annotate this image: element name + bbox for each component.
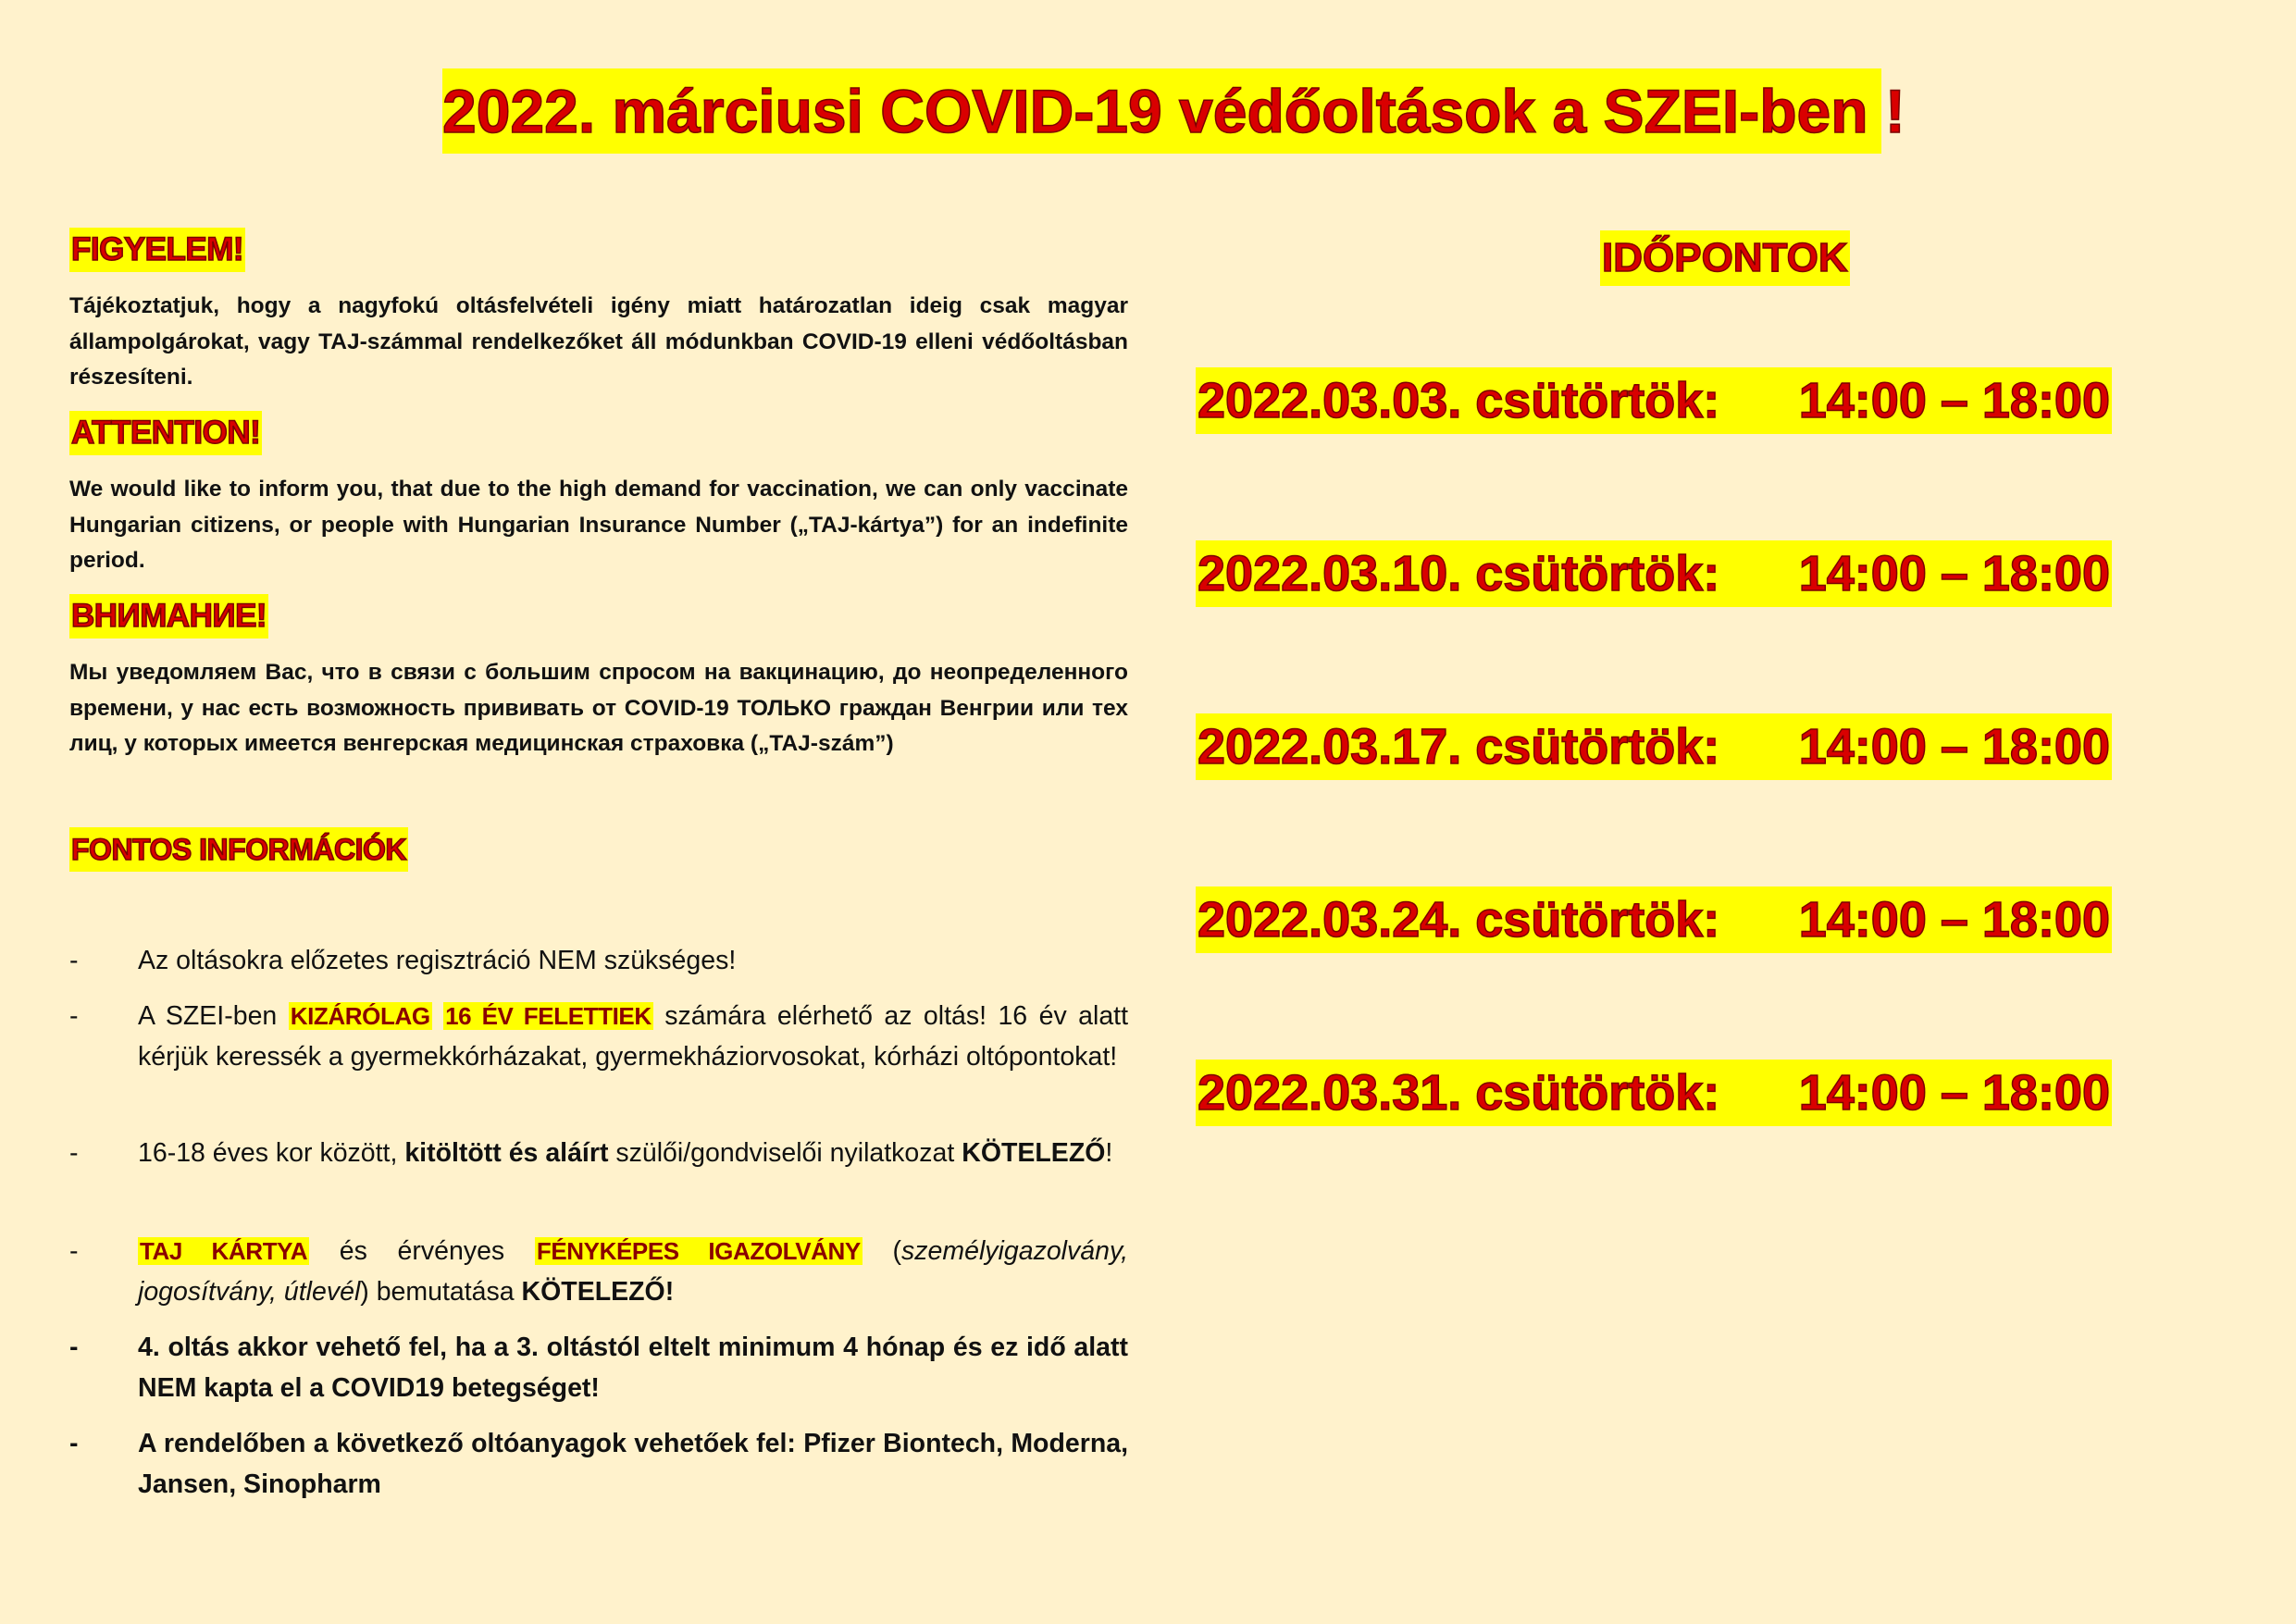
list-item: - 16-18 éves kor között, kitöltött és aláírt szülői/gondviselői nyilatkozat KÖTELEZŐ!: [69, 1133, 1128, 1173]
notice-hu: [69, 228, 1128, 272]
schedule-row: [1196, 886, 2112, 953]
notice-hu-text: Tájékoztatjuk, hogy a nagyfokú oltásfelvételi igény miatt határozatlan ideig csak magyar állampolgárokat, vagy TAJ-számmal rendelkezőket áll módunkban COVID-19 elleni védőoltásban részesíteni.: [69, 293, 1128, 390]
info-heading: FONTOS INFORMÁCIÓK: [69, 827, 408, 872]
schedule-row: [1196, 713, 2112, 780]
schedule-date: 2022.03.24. csütörtök:: [1198, 892, 1720, 948]
schedule-row: [1196, 1060, 2112, 1126]
schedule-row: [1196, 540, 2112, 607]
list-item: - 4. oltás akkor vehető fel, ha a 3. oltástól eltelt minimum 4 hónap és ez idő alatt NEM kapta el a COVID19 betegséget!: [69, 1327, 1128, 1408]
schedule-date: 2022.03.17. csütörtök:: [1198, 719, 1720, 775]
tag-taj-card: TAJ KÁRTYA: [140, 1237, 308, 1265]
list-item: - A rendelőben a következő oltóanyagok vehetőek fel: Pfizer Biontech, Moderna, Jansen, Sinopharm: [69, 1423, 1128, 1505]
tag-photo-id: FÉNYKÉPES IGAZOLVÁNY: [536, 1237, 861, 1265]
notice-en-text: We would like to inform you, that due to the high demand for vaccination, we can only vaccinate Hungarian citizens, or people with Hungarian Insurance Number („TAJ-kártya”) for an indefinite period.: [69, 477, 1128, 573]
notice-ru-heading: ВНИМАНИЕ!: [69, 594, 268, 638]
schedule-time: 14:00 – 18:00: [1798, 546, 2110, 601]
bullet-fourth-dose: 4. oltás akkor vehető fel, ha a 3. oltástól eltelt minimum 4 hónap és ez idő alatt NEM kapta el a COVID19 betegséget!: [138, 1333, 1128, 1403]
schedule-date: 2022.03.03. csütörtök:: [1198, 373, 1720, 428]
bullet-documents: TAJ KÁRTYA és érvényes FÉNYKÉPES IGAZOLVÁNY (személyigazolvány, jogosítvány, útlevél) bemutatása KÖTELEZŐ!: [138, 1236, 1129, 1307]
schedule-row: [1196, 367, 2112, 434]
info-section: [69, 827, 1128, 872]
bullet-age-limit: A SZEI-ben KIZÁRÓLAG 16 ÉV FELETTIEK számára elérhető az oltás! 16 év alatt kérjük keressék a gyermekkórházakat, gyermekháziorvosokat, kórházi oltópontokat!: [138, 1001, 1129, 1072]
notice-ru-text: Мы уведомляем Вас, что в связи с большим спросом на вакцинацию, до неопределенного времени, у нас есть возможность прививать от COVID-19 ТОЛЬКО граждан Венгрии или тех лиц, у которых имеется венгерская медицинская страховка („TAJ-szám”): [69, 660, 1128, 756]
schedule-time: 14:00 – 18:00: [1798, 373, 2110, 428]
tag-over-16: 16 ÉV FELETTIEK: [445, 1002, 652, 1030]
notice-ru: [69, 594, 1128, 638]
notice-en-heading: ATTENTION!: [69, 411, 262, 455]
schedule-date: 2022.03.10. csütörtök:: [1198, 546, 1720, 601]
schedule-time: 14:00 – 18:00: [1798, 1065, 2110, 1121]
bullet-vaccines: A rendelőben a következő oltóanyagok vehetőek fel: Pfizer Biontech, Moderna, Jansen, Sinopharm: [138, 1429, 1128, 1499]
notice-en: [69, 411, 1128, 455]
schedule-time: 14:00 – 18:00: [1798, 719, 2110, 775]
page-title: 2022. márciusi COVID-19 védőoltások a SZEI-ben !: [442, 68, 1881, 154]
list-item: - Az oltásokra előzetes regisztráció NEM szükséges!: [69, 940, 1128, 981]
bullet-registration: Az oltásokra előzetes regisztráció NEM szükséges!: [138, 946, 737, 975]
bullet-parental-consent: 16-18 éves kor között, kitöltött és aláírt szülői/gondviselői nyilatkozat KÖTELEZŐ!: [138, 1138, 1113, 1168]
schedule-time: 14:00 – 18:00: [1798, 892, 2110, 948]
list-item: - TAJ KÁRTYA és érvényes FÉNYKÉPES IGAZOLVÁNY (személyigazolvány, jogosítvány, útlevél) bemutatása KÖTELEZŐ!: [69, 1231, 1128, 1312]
schedule-heading: IDŐPONTOK: [1600, 230, 1850, 286]
tag-exclusively: KIZÁRÓLAG: [290, 1002, 430, 1030]
list-item: - A SZEI-ben KIZÁRÓLAG 16 ÉV FELETTIEK számára elérhető az oltás! 16 év alatt kérjük keressék a gyermekkórházakat, gyermekháziorvosokat, kórházi oltópontokat!: [69, 996, 1128, 1077]
notice-hu-heading: FIGYELEM!: [69, 228, 245, 272]
schedule-date: 2022.03.31. csütörtök:: [1198, 1065, 1720, 1121]
